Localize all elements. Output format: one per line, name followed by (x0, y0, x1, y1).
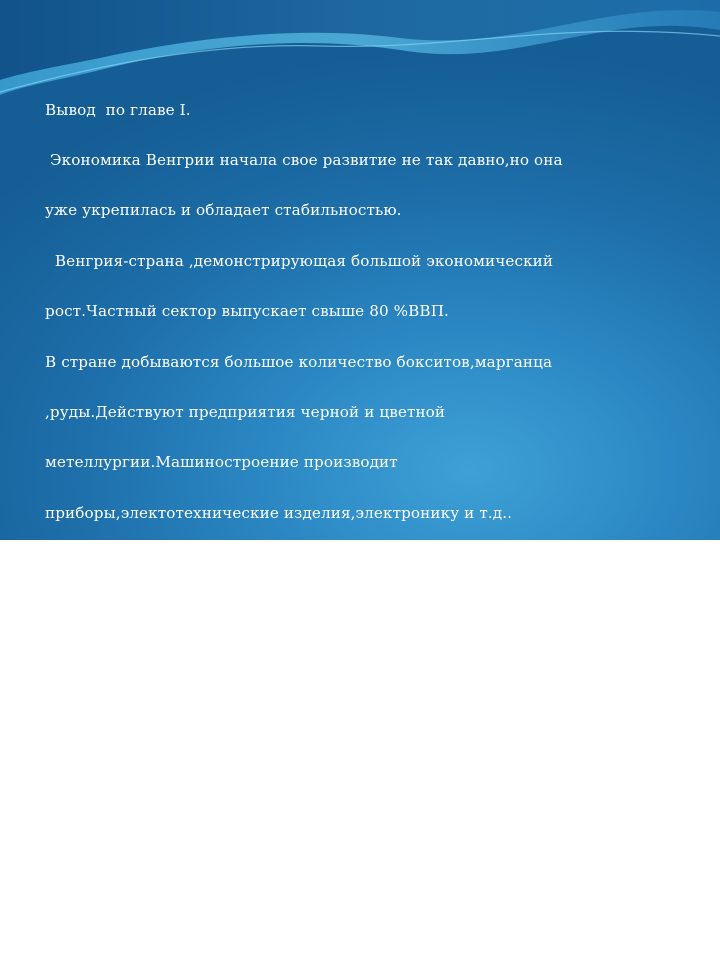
text-line: Венгрия-страна ,демонстрирующая большой экономический (45, 251, 554, 270)
text-line: уже укрепилась и обладает стабильностью. (45, 201, 402, 220)
text-line: приборы,электотехнические изделия,электронику и т.д.. (45, 503, 513, 522)
text-line: рост.Частный сектор выпускает свыше 80 %ВВП. (45, 302, 449, 321)
text-line: Германия,Австрия,Италия,Нидерланды, (45, 604, 376, 623)
summary-text-block (45, 68, 685, 958)
text-line: Экономика Венгрии начала свое развитие не так давно,но она (45, 150, 563, 169)
text-line: Налоговая система Венгрии сформировалась около десяти лет (45, 755, 590, 774)
text-line: Основными партнерами по импорту являются- (45, 654, 439, 673)
text-line: метеллургии.Машиностроение производит (45, 453, 398, 472)
text-line: стран.В стране существуют три главных налога-подоходный (45, 856, 540, 875)
text-line: У страны основными партнерами являются – (45, 554, 434, 573)
text-line: ,руды.Действуют предприятия черной и цветной (45, 402, 446, 421)
text-line: Германия,Россия,Австрия,Италия. (45, 705, 330, 724)
text-line: налог, налоги с оборота и местные налоги. (45, 906, 398, 925)
text-line-title: Вывод по главе I. (45, 100, 191, 119)
text-line: назад.ЕЕ модель налогообложения схожа с моделью Европейских (45, 806, 588, 825)
text-line: В стране добываются большое количество бокситов,марганца (45, 352, 553, 371)
